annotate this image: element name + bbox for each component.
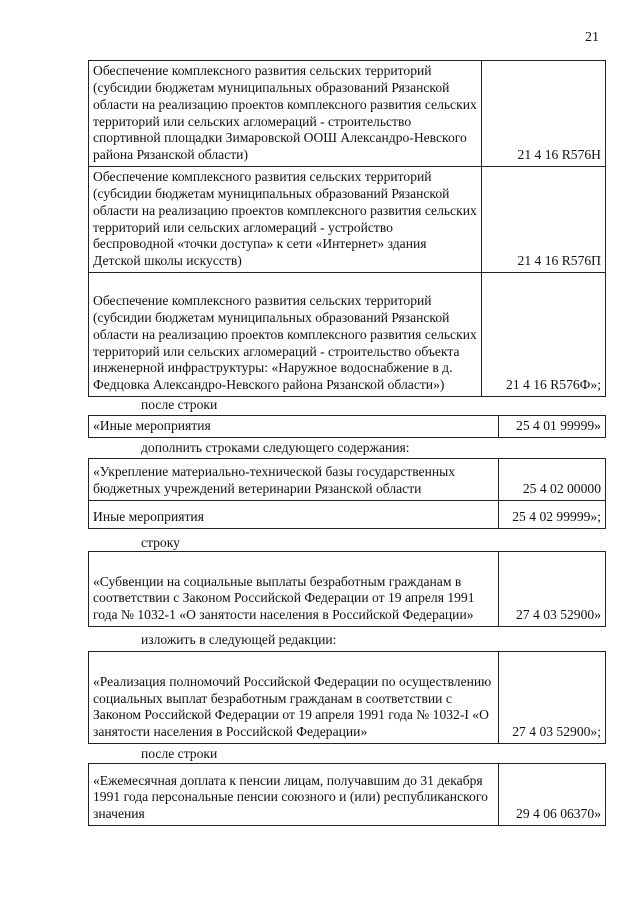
table-added-rows <box>88 458 606 529</box>
row-text: Иные мероприятия <box>89 501 499 529</box>
row-text: «Иные мероприятия <box>89 416 499 438</box>
row-code: 25 4 02 99999»; <box>499 501 606 529</box>
instruction-row-word: строку <box>141 535 180 550</box>
table-row <box>89 764 606 826</box>
table-row <box>89 61 606 167</box>
table-row <box>89 167 606 273</box>
table-after-row-1 <box>88 415 606 438</box>
row-text: «Ежемесячная доплата к пенсии лицам, получавшим до 31 декабря 1991 года персональные пенсии союзного и (или) республиканского значения <box>89 764 499 826</box>
table-row <box>89 652 606 744</box>
instruction-after-row: после строки <box>141 397 218 412</box>
table-new-row <box>88 651 606 744</box>
row-code: 21 4 16 R576Ф»; <box>482 273 606 397</box>
instruction-after-row-2: после строки <box>141 746 218 761</box>
instruction-add-rows: дополнить строками следующего содержания: <box>141 440 410 455</box>
table-row <box>89 501 606 529</box>
row-text: «Реализация полномочий Российской Федерации по осуществлению социальных выплат безработным гражданам в соответствии с Законом Российской Федерации от 19 апреля 1991 года № 1032-I «О занятости населения в Российской Федерации» <box>89 652 499 744</box>
row-code: 21 4 16 R576Н <box>482 61 606 167</box>
page-number: 21 <box>585 30 599 45</box>
row-code: 21 4 16 R576П <box>482 167 606 273</box>
row-code: 25 4 01 99999» <box>499 416 606 438</box>
instruction-restate: изложить в следующей редакции: <box>141 632 337 647</box>
row-text: Обеспечение комплексного развития сельских территорий (субсидии бюджетам муниципальных образований Рязанской области на реализацию проектов комплексного развития сельских территорий или сельских агломераций - строительство спортивной площадки Зимаровской ООШ Александро-Невского района Рязанской области) <box>89 61 482 167</box>
row-text: «Укрепление материально-технической базы государственных бюджетных учреждений ветеринарии Рязанской области <box>89 459 499 501</box>
row-code: 29 4 06 06370» <box>499 764 606 826</box>
row-code: 27 4 03 52900»; <box>499 652 606 744</box>
budget-table-continuation <box>88 60 606 397</box>
table-row <box>89 416 606 438</box>
table-row <box>89 273 606 397</box>
row-text: «Субвенции на социальные выплаты безработным гражданам в соответствии с Законом Российской Федерации от 19 апреля 1991 года № 1032-1 «О занятости населения в Российской Федерации» <box>89 552 499 627</box>
row-text: Обеспечение комплексного развития сельских территорий (субсидии бюджетам муниципальных образований Рязанской области на реализацию проектов комплексного развития сельских территорий или сельских агломераций - строительство объекта инженерной инфраструктуры: «Наружное водоснабжение в д. Федцовка Александро-Невского района Рязанской области») <box>89 273 482 397</box>
row-code: 25 4 02 00000 <box>499 459 606 501</box>
row-text: Обеспечение комплексного развития сельских территорий (субсидии бюджетам муниципальных образований Рязанской области на реализацию проектов комплексного развития сельских территорий или сельских агломераций - устройство беспроводной «точки доступа» к сети «Интернет» здания Детской школы искусств) <box>89 167 482 273</box>
table-old-row <box>88 551 606 627</box>
table-row <box>89 459 606 501</box>
table-row <box>89 552 606 627</box>
row-code: 27 4 03 52900» <box>499 552 606 627</box>
table-after-row-2 <box>88 763 606 826</box>
